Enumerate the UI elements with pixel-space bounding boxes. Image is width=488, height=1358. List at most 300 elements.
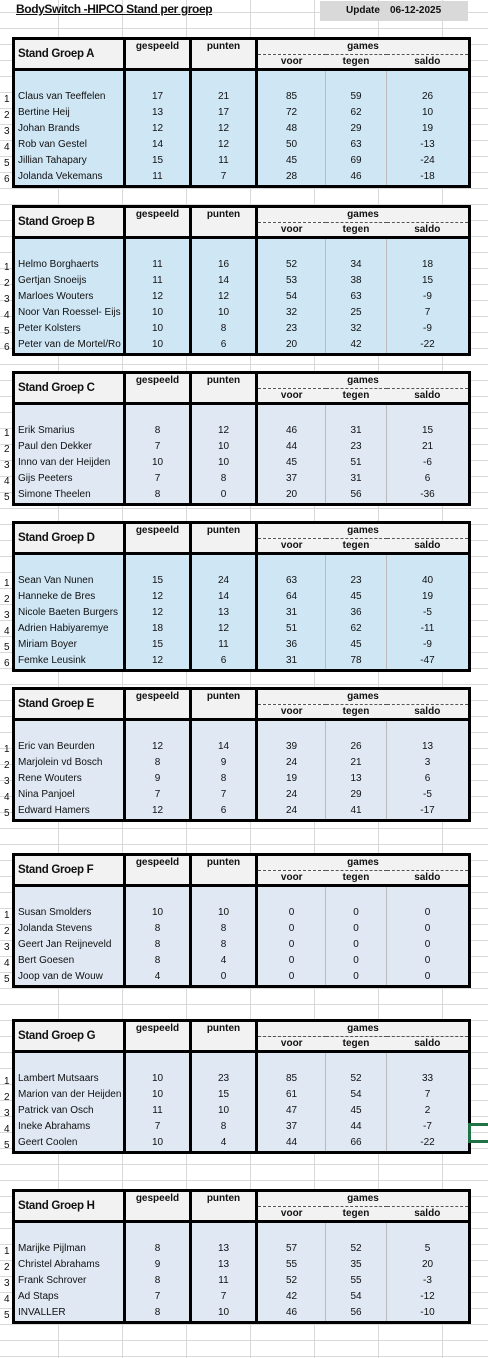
for-cell[interactable]: 51 — [257, 621, 326, 637]
table-cell[interactable] — [191, 1222, 257, 1242]
balance-cell[interactable]: -22 — [387, 1135, 470, 1153]
player-name-cell[interactable]: Rene Wouters — [14, 771, 125, 787]
table-cell[interactable] — [191, 404, 257, 424]
against-cell[interactable]: 0 — [326, 937, 387, 953]
player-name-cell[interactable]: Nina Panjoel — [14, 787, 125, 803]
played-cell[interactable]: 7 — [125, 471, 191, 487]
against-cell[interactable]: 45 — [326, 1103, 387, 1119]
against-cell[interactable]: 31 — [326, 423, 387, 439]
for-cell[interactable]: 52 — [257, 257, 326, 273]
balance-cell[interactable]: 7 — [387, 305, 470, 321]
against-cell[interactable]: 29 — [326, 787, 387, 803]
played-cell[interactable]: 15 — [125, 153, 191, 169]
played-cell[interactable]: 8 — [125, 1241, 191, 1257]
for-cell[interactable]: 19 — [257, 771, 326, 787]
player-name-cell[interactable]: Johan Brands — [14, 121, 125, 137]
for-cell[interactable]: 28 — [257, 169, 326, 187]
for-cell[interactable]: 46 — [257, 423, 326, 439]
player-name-cell[interactable]: Hanneke de Bres — [14, 589, 125, 605]
table-cell[interactable] — [257, 238, 326, 258]
for-cell[interactable]: 0 — [257, 969, 326, 987]
player-name-cell[interactable]: Erik Smarius — [14, 423, 125, 439]
points-cell[interactable]: 9 — [191, 755, 257, 771]
table-cell[interactable] — [191, 1052, 257, 1072]
points-cell[interactable]: 10 — [191, 905, 257, 921]
played-cell[interactable]: 8 — [125, 921, 191, 937]
against-cell[interactable]: 26 — [326, 739, 387, 755]
played-cell[interactable]: 11 — [125, 1103, 191, 1119]
points-cell[interactable]: 7 — [191, 787, 257, 803]
player-name-cell[interactable]: Frank Schrover — [14, 1273, 125, 1289]
player-name-cell[interactable]: Inno van der Heijden — [14, 455, 125, 471]
against-cell[interactable]: 23 — [326, 439, 387, 455]
points-cell[interactable]: 12 — [191, 423, 257, 439]
balance-cell[interactable]: 21 — [387, 439, 470, 455]
for-cell[interactable]: 0 — [257, 953, 326, 969]
against-cell[interactable]: 34 — [326, 257, 387, 273]
balance-cell[interactable]: 20 — [387, 1257, 470, 1273]
player-name-cell[interactable]: Claus van Teeffelen — [14, 89, 125, 105]
played-cell[interactable]: 15 — [125, 573, 191, 589]
balance-cell[interactable]: 0 — [387, 905, 470, 921]
table-cell[interactable] — [326, 70, 387, 90]
points-cell[interactable]: 4 — [191, 953, 257, 969]
against-cell[interactable]: 51 — [326, 455, 387, 471]
against-cell[interactable]: 23 — [326, 573, 387, 589]
balance-cell[interactable]: 13 — [387, 739, 470, 755]
player-name-cell[interactable]: Miriam Boyer — [14, 637, 125, 653]
for-cell[interactable]: 31 — [257, 653, 326, 671]
points-cell[interactable]: 6 — [191, 337, 257, 355]
player-name-cell[interactable]: Edward Hamers — [14, 803, 125, 821]
table-cell[interactable] — [257, 1222, 326, 1242]
player-name-cell[interactable]: Marloes Wouters — [14, 289, 125, 305]
for-cell[interactable]: 64 — [257, 589, 326, 605]
balance-cell[interactable]: 33 — [387, 1071, 470, 1087]
player-name-cell[interactable]: Noor Van Roessel- Eijs — [14, 305, 125, 321]
table-cell[interactable] — [14, 554, 125, 574]
points-cell[interactable]: 10 — [191, 439, 257, 455]
for-cell[interactable]: 36 — [257, 637, 326, 653]
points-cell[interactable]: 10 — [191, 1305, 257, 1323]
table-cell[interactable] — [191, 70, 257, 90]
against-cell[interactable]: 78 — [326, 653, 387, 671]
played-cell[interactable]: 14 — [125, 137, 191, 153]
played-cell[interactable]: 10 — [125, 337, 191, 355]
for-cell[interactable]: 0 — [257, 937, 326, 953]
balance-cell[interactable]: -9 — [387, 321, 470, 337]
played-cell[interactable]: 13 — [125, 105, 191, 121]
for-cell[interactable]: 31 — [257, 605, 326, 621]
played-cell[interactable]: 7 — [125, 1289, 191, 1305]
player-name-cell[interactable]: Joop van de Wouw — [14, 969, 125, 987]
against-cell[interactable]: 55 — [326, 1273, 387, 1289]
player-name-cell[interactable]: Adrien Habiyaremye — [14, 621, 125, 637]
balance-cell[interactable]: -12 — [387, 1289, 470, 1305]
for-cell[interactable]: 23 — [257, 321, 326, 337]
points-cell[interactable]: 11 — [191, 153, 257, 169]
balance-cell[interactable]: -7 — [387, 1119, 470, 1135]
against-cell[interactable]: 13 — [326, 771, 387, 787]
against-cell[interactable]: 46 — [326, 169, 387, 187]
points-cell[interactable]: 21 — [191, 89, 257, 105]
for-cell[interactable]: 50 — [257, 137, 326, 153]
played-cell[interactable]: 15 — [125, 637, 191, 653]
player-name-cell[interactable]: Lambert Mutsaars — [14, 1071, 125, 1087]
played-cell[interactable]: 8 — [125, 937, 191, 953]
points-cell[interactable]: 16 — [191, 257, 257, 273]
balance-cell[interactable]: 0 — [387, 969, 470, 987]
table-cell[interactable] — [326, 554, 387, 574]
table-cell[interactable] — [387, 404, 470, 424]
balance-cell[interactable]: -24 — [387, 153, 470, 169]
against-cell[interactable]: 35 — [326, 1257, 387, 1273]
against-cell[interactable]: 54 — [326, 1087, 387, 1103]
player-name-cell[interactable]: Sean Van Nunen — [14, 573, 125, 589]
against-cell[interactable]: 0 — [326, 921, 387, 937]
for-cell[interactable]: 37 — [257, 471, 326, 487]
table-cell[interactable] — [387, 70, 470, 90]
against-cell[interactable]: 52 — [326, 1071, 387, 1087]
balance-cell[interactable]: 3 — [387, 755, 470, 771]
points-cell[interactable]: 13 — [191, 605, 257, 621]
played-cell[interactable]: 8 — [125, 487, 191, 505]
player-name-cell[interactable]: Jolanda Vekemans — [14, 169, 125, 187]
played-cell[interactable]: 8 — [125, 953, 191, 969]
table-cell[interactable] — [125, 70, 191, 90]
balance-cell[interactable]: 40 — [387, 573, 470, 589]
played-cell[interactable]: 8 — [125, 423, 191, 439]
points-cell[interactable]: 13 — [191, 1257, 257, 1273]
played-cell[interactable]: 8 — [125, 1273, 191, 1289]
player-name-cell[interactable]: Nicole Baeten Burgers — [14, 605, 125, 621]
player-name-cell[interactable]: Bert Goesen — [14, 953, 125, 969]
against-cell[interactable]: 63 — [326, 137, 387, 153]
against-cell[interactable]: 36 — [326, 605, 387, 621]
player-name-cell[interactable]: Marjolein vd Bosch — [14, 755, 125, 771]
against-cell[interactable]: 44 — [326, 1119, 387, 1135]
table-cell[interactable] — [14, 720, 125, 740]
for-cell[interactable]: 85 — [257, 1071, 326, 1087]
table-cell[interactable] — [387, 886, 470, 906]
against-cell[interactable]: 0 — [326, 905, 387, 921]
played-cell[interactable]: 9 — [125, 1257, 191, 1273]
for-cell[interactable]: 20 — [257, 487, 326, 505]
balance-cell[interactable]: 18 — [387, 257, 470, 273]
player-name-cell[interactable]: Christel Abrahams — [14, 1257, 125, 1273]
against-cell[interactable]: 69 — [326, 153, 387, 169]
against-cell[interactable]: 38 — [326, 273, 387, 289]
for-cell[interactable]: 20 — [257, 337, 326, 355]
points-cell[interactable]: 8 — [191, 937, 257, 953]
against-cell[interactable]: 52 — [326, 1241, 387, 1257]
table-cell[interactable] — [387, 720, 470, 740]
played-cell[interactable]: 10 — [125, 1087, 191, 1103]
balance-cell[interactable]: 0 — [387, 937, 470, 953]
table-cell[interactable] — [257, 886, 326, 906]
for-cell[interactable]: 44 — [257, 1135, 326, 1153]
for-cell[interactable]: 47 — [257, 1103, 326, 1119]
played-cell[interactable]: 12 — [125, 121, 191, 137]
table-cell[interactable] — [14, 404, 125, 424]
points-cell[interactable]: 8 — [191, 771, 257, 787]
table-cell[interactable] — [326, 886, 387, 906]
player-name-cell[interactable]: Marion van der Heijden — [14, 1087, 125, 1103]
played-cell[interactable]: 7 — [125, 787, 191, 803]
points-cell[interactable]: 13 — [191, 1241, 257, 1257]
player-name-cell[interactable]: Ineke Abrahams — [14, 1119, 125, 1135]
table-cell[interactable] — [191, 886, 257, 906]
played-cell[interactable]: 18 — [125, 621, 191, 637]
against-cell[interactable]: 0 — [326, 969, 387, 987]
points-cell[interactable]: 0 — [191, 487, 257, 505]
for-cell[interactable]: 45 — [257, 455, 326, 471]
points-cell[interactable]: 8 — [191, 921, 257, 937]
against-cell[interactable]: 21 — [326, 755, 387, 771]
for-cell[interactable]: 45 — [257, 153, 326, 169]
points-cell[interactable]: 6 — [191, 803, 257, 821]
played-cell[interactable]: 12 — [125, 589, 191, 605]
played-cell[interactable]: 9 — [125, 771, 191, 787]
table-cell[interactable] — [125, 238, 191, 258]
against-cell[interactable]: 66 — [326, 1135, 387, 1153]
against-cell[interactable]: 0 — [326, 953, 387, 969]
table-cell[interactable] — [326, 238, 387, 258]
table-cell[interactable] — [14, 886, 125, 906]
table-cell[interactable] — [326, 1052, 387, 1072]
points-cell[interactable]: 12 — [191, 621, 257, 637]
for-cell[interactable]: 42 — [257, 1289, 326, 1305]
points-cell[interactable]: 11 — [191, 1273, 257, 1289]
for-cell[interactable]: 85 — [257, 89, 326, 105]
table-cell[interactable] — [125, 1052, 191, 1072]
table-cell[interactable] — [14, 70, 125, 90]
table-cell[interactable] — [125, 404, 191, 424]
points-cell[interactable]: 8 — [191, 321, 257, 337]
table-cell[interactable] — [257, 404, 326, 424]
table-cell[interactable] — [191, 554, 257, 574]
against-cell[interactable]: 62 — [326, 621, 387, 637]
table-cell[interactable] — [14, 238, 125, 258]
player-name-cell[interactable]: Paul den Dekker — [14, 439, 125, 455]
table-cell[interactable] — [191, 720, 257, 740]
for-cell[interactable]: 44 — [257, 439, 326, 455]
points-cell[interactable]: 8 — [191, 1119, 257, 1135]
balance-cell[interactable]: 2 — [387, 1103, 470, 1119]
for-cell[interactable]: 48 — [257, 121, 326, 137]
played-cell[interactable]: 11 — [125, 273, 191, 289]
player-name-cell[interactable]: Peter Kolsters — [14, 321, 125, 337]
table-cell[interactable] — [387, 1052, 470, 1072]
points-cell[interactable]: 6 — [191, 653, 257, 671]
table-cell[interactable] — [257, 70, 326, 90]
points-cell[interactable]: 17 — [191, 105, 257, 121]
played-cell[interactable]: 7 — [125, 1119, 191, 1135]
played-cell[interactable]: 12 — [125, 605, 191, 621]
balance-cell[interactable]: -36 — [387, 487, 470, 505]
balance-cell[interactable]: -3 — [387, 1273, 470, 1289]
for-cell[interactable]: 53 — [257, 273, 326, 289]
player-name-cell[interactable]: Jillian Tahapary — [14, 153, 125, 169]
points-cell[interactable]: 14 — [191, 739, 257, 755]
player-name-cell[interactable]: Jolanda Stevens — [14, 921, 125, 937]
update-cell[interactable] — [320, 1, 468, 21]
points-cell[interactable]: 14 — [191, 589, 257, 605]
player-name-cell[interactable]: Gijs Peeters — [14, 471, 125, 487]
balance-cell[interactable]: -6 — [387, 455, 470, 471]
player-name-cell[interactable]: Rob van Gestel — [14, 137, 125, 153]
played-cell[interactable]: 12 — [125, 289, 191, 305]
table-cell[interactable] — [191, 238, 257, 258]
cell-selection-marker[interactable] — [468, 1123, 488, 1143]
for-cell[interactable]: 46 — [257, 1305, 326, 1323]
against-cell[interactable]: 41 — [326, 803, 387, 821]
table-cell[interactable] — [125, 554, 191, 574]
balance-cell[interactable]: 19 — [387, 589, 470, 605]
for-cell[interactable]: 54 — [257, 289, 326, 305]
points-cell[interactable]: 24 — [191, 573, 257, 589]
player-name-cell[interactable]: INVALLER — [14, 1305, 125, 1323]
played-cell[interactable]: 11 — [125, 169, 191, 187]
played-cell[interactable]: 10 — [125, 305, 191, 321]
balance-cell[interactable]: -5 — [387, 787, 470, 803]
balance-cell[interactable]: -22 — [387, 337, 470, 355]
player-name-cell[interactable]: Geert Coolen — [14, 1135, 125, 1153]
points-cell[interactable]: 15 — [191, 1087, 257, 1103]
player-name-cell[interactable]: Eric van Beurden — [14, 739, 125, 755]
player-name-cell[interactable]: Marijke Pijlman — [14, 1241, 125, 1257]
table-cell[interactable] — [14, 1052, 125, 1072]
balance-cell[interactable]: -11 — [387, 621, 470, 637]
balance-cell[interactable]: 10 — [387, 105, 470, 121]
balance-cell[interactable]: 19 — [387, 121, 470, 137]
points-cell[interactable]: 11 — [191, 637, 257, 653]
table-cell[interactable] — [387, 554, 470, 574]
played-cell[interactable]: 10 — [125, 321, 191, 337]
against-cell[interactable]: 29 — [326, 121, 387, 137]
points-cell[interactable]: 7 — [191, 169, 257, 187]
balance-cell[interactable]: 0 — [387, 953, 470, 969]
played-cell[interactable]: 17 — [125, 89, 191, 105]
points-cell[interactable]: 8 — [191, 471, 257, 487]
for-cell[interactable]: 63 — [257, 573, 326, 589]
player-name-cell[interactable]: Susan Smolders — [14, 905, 125, 921]
balance-cell[interactable]: 6 — [387, 471, 470, 487]
balance-cell[interactable]: -9 — [387, 637, 470, 653]
table-cell[interactable] — [387, 238, 470, 258]
for-cell[interactable]: 0 — [257, 921, 326, 937]
points-cell[interactable]: 4 — [191, 1135, 257, 1153]
player-name-cell[interactable]: Patrick van Osch — [14, 1103, 125, 1119]
points-cell[interactable]: 12 — [191, 137, 257, 153]
balance-cell[interactable]: 6 — [387, 771, 470, 787]
points-cell[interactable]: 12 — [191, 289, 257, 305]
played-cell[interactable]: 4 — [125, 969, 191, 987]
for-cell[interactable]: 24 — [257, 803, 326, 821]
points-cell[interactable]: 12 — [191, 121, 257, 137]
points-cell[interactable]: 7 — [191, 1289, 257, 1305]
balance-cell[interactable]: -9 — [387, 289, 470, 305]
balance-cell[interactable]: -5 — [387, 605, 470, 621]
played-cell[interactable]: 7 — [125, 439, 191, 455]
played-cell[interactable]: 12 — [125, 739, 191, 755]
balance-cell[interactable]: -18 — [387, 169, 470, 187]
balance-cell[interactable]: 26 — [387, 89, 470, 105]
balance-cell[interactable]: 15 — [387, 423, 470, 439]
balance-cell[interactable]: -17 — [387, 803, 470, 821]
against-cell[interactable]: 56 — [326, 487, 387, 505]
balance-cell[interactable]: 15 — [387, 273, 470, 289]
points-cell[interactable]: 10 — [191, 455, 257, 471]
table-cell[interactable] — [387, 1222, 470, 1242]
against-cell[interactable]: 59 — [326, 89, 387, 105]
for-cell[interactable]: 24 — [257, 787, 326, 803]
player-name-cell[interactable]: Ad Staps — [14, 1289, 125, 1305]
played-cell[interactable]: 10 — [125, 455, 191, 471]
played-cell[interactable]: 10 — [125, 1135, 191, 1153]
player-name-cell[interactable]: Simone Theelen — [14, 487, 125, 505]
points-cell[interactable]: 23 — [191, 1071, 257, 1087]
against-cell[interactable]: 63 — [326, 289, 387, 305]
player-name-cell[interactable]: Bertine Heij — [14, 105, 125, 121]
table-cell[interactable] — [125, 720, 191, 740]
table-cell[interactable] — [257, 554, 326, 574]
for-cell[interactable]: 39 — [257, 739, 326, 755]
points-cell[interactable]: 0 — [191, 969, 257, 987]
against-cell[interactable]: 25 — [326, 305, 387, 321]
for-cell[interactable]: 37 — [257, 1119, 326, 1135]
against-cell[interactable]: 62 — [326, 105, 387, 121]
player-name-cell[interactable]: Femke Leusink — [14, 653, 125, 671]
against-cell[interactable]: 42 — [326, 337, 387, 355]
table-cell[interactable] — [14, 1222, 125, 1242]
points-cell[interactable]: 14 — [191, 273, 257, 289]
for-cell[interactable]: 61 — [257, 1087, 326, 1103]
played-cell[interactable]: 10 — [125, 1071, 191, 1087]
balance-cell[interactable]: 0 — [387, 921, 470, 937]
table-cell[interactable] — [125, 886, 191, 906]
table-cell[interactable] — [326, 404, 387, 424]
balance-cell[interactable]: 5 — [387, 1241, 470, 1257]
against-cell[interactable]: 32 — [326, 321, 387, 337]
played-cell[interactable]: 10 — [125, 905, 191, 921]
for-cell[interactable]: 32 — [257, 305, 326, 321]
table-cell[interactable] — [125, 1222, 191, 1242]
table-cell[interactable] — [257, 720, 326, 740]
played-cell[interactable]: 12 — [125, 653, 191, 671]
points-cell[interactable]: 10 — [191, 305, 257, 321]
balance-cell[interactable]: 7 — [387, 1087, 470, 1103]
player-name-cell[interactable]: Helmo Borghaerts — [14, 257, 125, 273]
table-cell[interactable] — [326, 1222, 387, 1242]
against-cell[interactable]: 45 — [326, 589, 387, 605]
player-name-cell[interactable]: Geert Jan Reijneveld — [14, 937, 125, 953]
played-cell[interactable]: 12 — [125, 803, 191, 821]
against-cell[interactable]: 45 — [326, 637, 387, 653]
points-cell[interactable]: 10 — [191, 1103, 257, 1119]
balance-cell[interactable]: -10 — [387, 1305, 470, 1323]
balance-cell[interactable]: -47 — [387, 653, 470, 671]
for-cell[interactable]: 57 — [257, 1241, 326, 1257]
player-name-cell[interactable]: Peter van de Mortel/Ro — [14, 337, 125, 355]
against-cell[interactable]: 31 — [326, 471, 387, 487]
against-cell[interactable]: 56 — [326, 1305, 387, 1323]
against-cell[interactable]: 54 — [326, 1289, 387, 1305]
for-cell[interactable]: 55 — [257, 1257, 326, 1273]
played-cell[interactable]: 11 — [125, 257, 191, 273]
for-cell[interactable]: 0 — [257, 905, 326, 921]
player-name-cell[interactable]: Gertjan Snoeijs — [14, 273, 125, 289]
